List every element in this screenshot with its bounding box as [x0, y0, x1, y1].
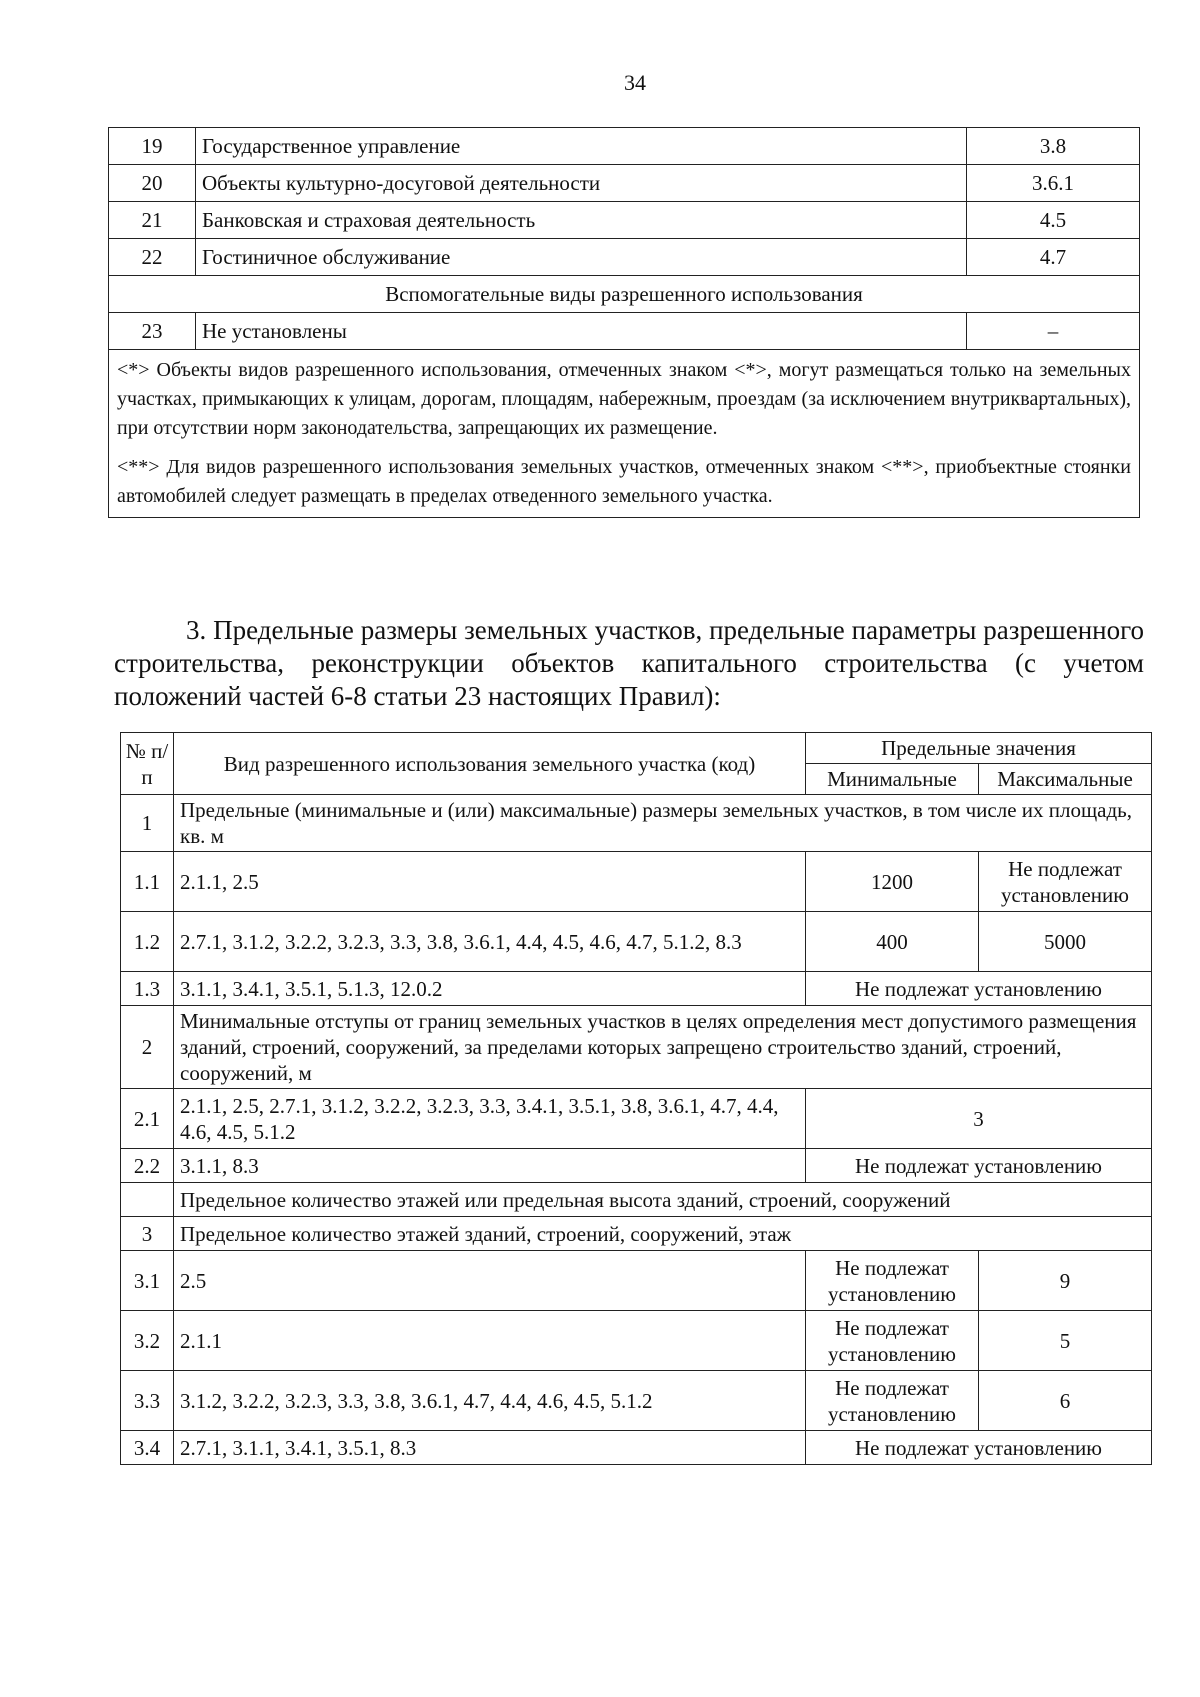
header-limits: Предельные значения [806, 733, 1152, 764]
section-heading: 3. Предельные размеры земельных участков, предельные параметры разрешенного строительства, реконструкции объектов капитального строительства (с учетом положений частей 6-8 статьи 23 настоящих Правил): [114, 615, 1144, 711]
row-number: 21 [109, 202, 196, 239]
use-name: Объекты культурно-досуговой деятельности [196, 165, 967, 202]
use-name: Банковская и страховая деятельность [196, 202, 967, 239]
section-text: Предельное количество этажей или предельная высота зданий, строений, сооружений [174, 1183, 1152, 1217]
section-text: Предельные (минимальные и (или) максимальные) размеры земельных участков, в том числе их площадь, кв. м [174, 795, 1152, 852]
table-row [109, 165, 1140, 202]
table-row [109, 202, 1140, 239]
use-code: 4.7 [967, 239, 1140, 276]
row-number: 2 [121, 1006, 174, 1089]
row-min: 1200 [806, 852, 979, 912]
note-single-star: <*> Объекты видов разрешенного использования, отмеченных знаком <*>, могут размещаться только на земельных участках, примыкающих к улицам, дорогам, площадям, набережным, проездам (за исключением внутриквартальных), при отсутствии норм законодательства, запрещающих их размещение. [117, 359, 1131, 439]
aux-header: Вспомогательные виды разрешенного использования [109, 276, 1140, 313]
row-codes: 3.1.1, 8.3 [174, 1149, 806, 1183]
row-codes: 3.1.2, 3.2.2, 3.2.3, 3.3, 3.8, 3.6.1, 4.7, 4.4, 4.6, 4.5, 5.1.2 [174, 1371, 806, 1431]
row-value: 3 [806, 1089, 1152, 1149]
table-row [121, 1431, 1152, 1465]
use-code: 3.6.1 [967, 165, 1140, 202]
row-max: 9 [979, 1251, 1152, 1311]
header-number: № п/п [121, 733, 174, 795]
table-row [121, 972, 1152, 1006]
use-name: Не установлены [196, 313, 967, 350]
section-row [121, 1006, 1152, 1089]
section-row [121, 795, 1152, 852]
row-number: 2.2 [121, 1149, 174, 1183]
row-number: 2.1 [121, 1089, 174, 1149]
row-max: 5 [979, 1311, 1152, 1371]
table-row [121, 1371, 1152, 1431]
section-row [121, 1217, 1152, 1251]
row-min: Не подлежат установлению [806, 1311, 979, 1371]
row-min: Не подлежат установлению [806, 1371, 979, 1431]
row-codes: 2.7.1, 3.1.2, 3.2.2, 3.2.3, 3.3, 3.8, 3.6.1, 4.4, 4.5, 4.6, 4.7, 5.1.2, 8.3 [174, 912, 806, 972]
table-row [109, 239, 1140, 276]
row-max: Не подлежат установлению [979, 852, 1152, 912]
row-number: 1 [121, 795, 174, 852]
row-number [121, 1183, 174, 1217]
table-row [121, 1251, 1152, 1311]
row-number: 22 [109, 239, 196, 276]
row-number: 20 [109, 165, 196, 202]
row-codes: 2.5 [174, 1251, 806, 1311]
row-number: 1.1 [121, 852, 174, 912]
table-row [121, 1149, 1152, 1183]
row-codes: 3.1.1, 3.4.1, 3.5.1, 5.1.3, 12.0.2 [174, 972, 806, 1006]
row-number: 3.3 [121, 1371, 174, 1431]
page-number: 34 [624, 70, 646, 95]
header-max: Максимальные [979, 764, 1152, 795]
row-value: Не подлежат установлению [806, 972, 1152, 1006]
row-number: 1.3 [121, 972, 174, 1006]
row-min: Не подлежат установлению [806, 1251, 979, 1311]
row-min: 400 [806, 912, 979, 972]
use-code: – [967, 313, 1140, 350]
header-kind: Вид разрешенного использования земельного участка (код) [174, 733, 806, 795]
use-name: Государственное управление [196, 128, 967, 165]
row-number: 3.2 [121, 1311, 174, 1371]
row-number: 1.2 [121, 912, 174, 972]
permitted-use-table [108, 127, 1140, 518]
aux-header-row [109, 276, 1140, 313]
row-number: 3.4 [121, 1431, 174, 1465]
header-row [121, 733, 1152, 764]
row-codes: 2.1.1 [174, 1311, 806, 1371]
section-row [121, 1183, 1152, 1217]
row-value: Не подлежат установлению [806, 1431, 1152, 1465]
row-codes: 2.1.1, 2.5, 2.7.1, 3.1.2, 3.2.2, 3.2.3, 3.3, 3.4.1, 3.5.1, 3.8, 3.6.1, 4.7, 4.4, 4.6, 4.5, 5.1.2 [174, 1089, 806, 1149]
row-number: 23 [109, 313, 196, 350]
header-min: Минимальные [806, 764, 979, 795]
note-double-star: <**> Для видов разрешенного использования земельных участков, отмеченных знаком <**>, приобъектные стоянки автомобилей следует размещать в пределах отведенного земельного участка. [117, 456, 1131, 507]
table-row [121, 1311, 1152, 1371]
use-code: 3.8 [967, 128, 1140, 165]
section-text: Предельное количество этажей зданий, строений, сооружений, этаж [174, 1217, 1152, 1251]
row-number: 3.1 [121, 1251, 174, 1311]
row-number: 3 [121, 1217, 174, 1251]
notes-cell [109, 350, 1140, 518]
table-row [121, 912, 1152, 972]
row-max: 6 [979, 1371, 1152, 1431]
row-value: Не подлежат установлению [806, 1149, 1152, 1183]
use-code: 4.5 [967, 202, 1140, 239]
row-max: 5000 [979, 912, 1152, 972]
table-row [121, 1089, 1152, 1149]
limits-table [120, 732, 1152, 1465]
row-codes: 2.7.1, 3.1.1, 3.4.1, 3.5.1, 8.3 [174, 1431, 806, 1465]
table-row [109, 128, 1140, 165]
use-name: Гостиничное обслуживание [196, 239, 967, 276]
row-number: 19 [109, 128, 196, 165]
table-row [109, 313, 1140, 350]
notes-row [109, 350, 1140, 518]
section-text: Минимальные отступы от границ земельных участков в целях определения мест допустимого размещения зданий, строений, сооружений, за пределами которых запрещено строительство зданий, строений, сооружений, м [174, 1006, 1152, 1089]
row-codes: 2.1.1, 2.5 [174, 852, 806, 912]
table-row [121, 852, 1152, 912]
